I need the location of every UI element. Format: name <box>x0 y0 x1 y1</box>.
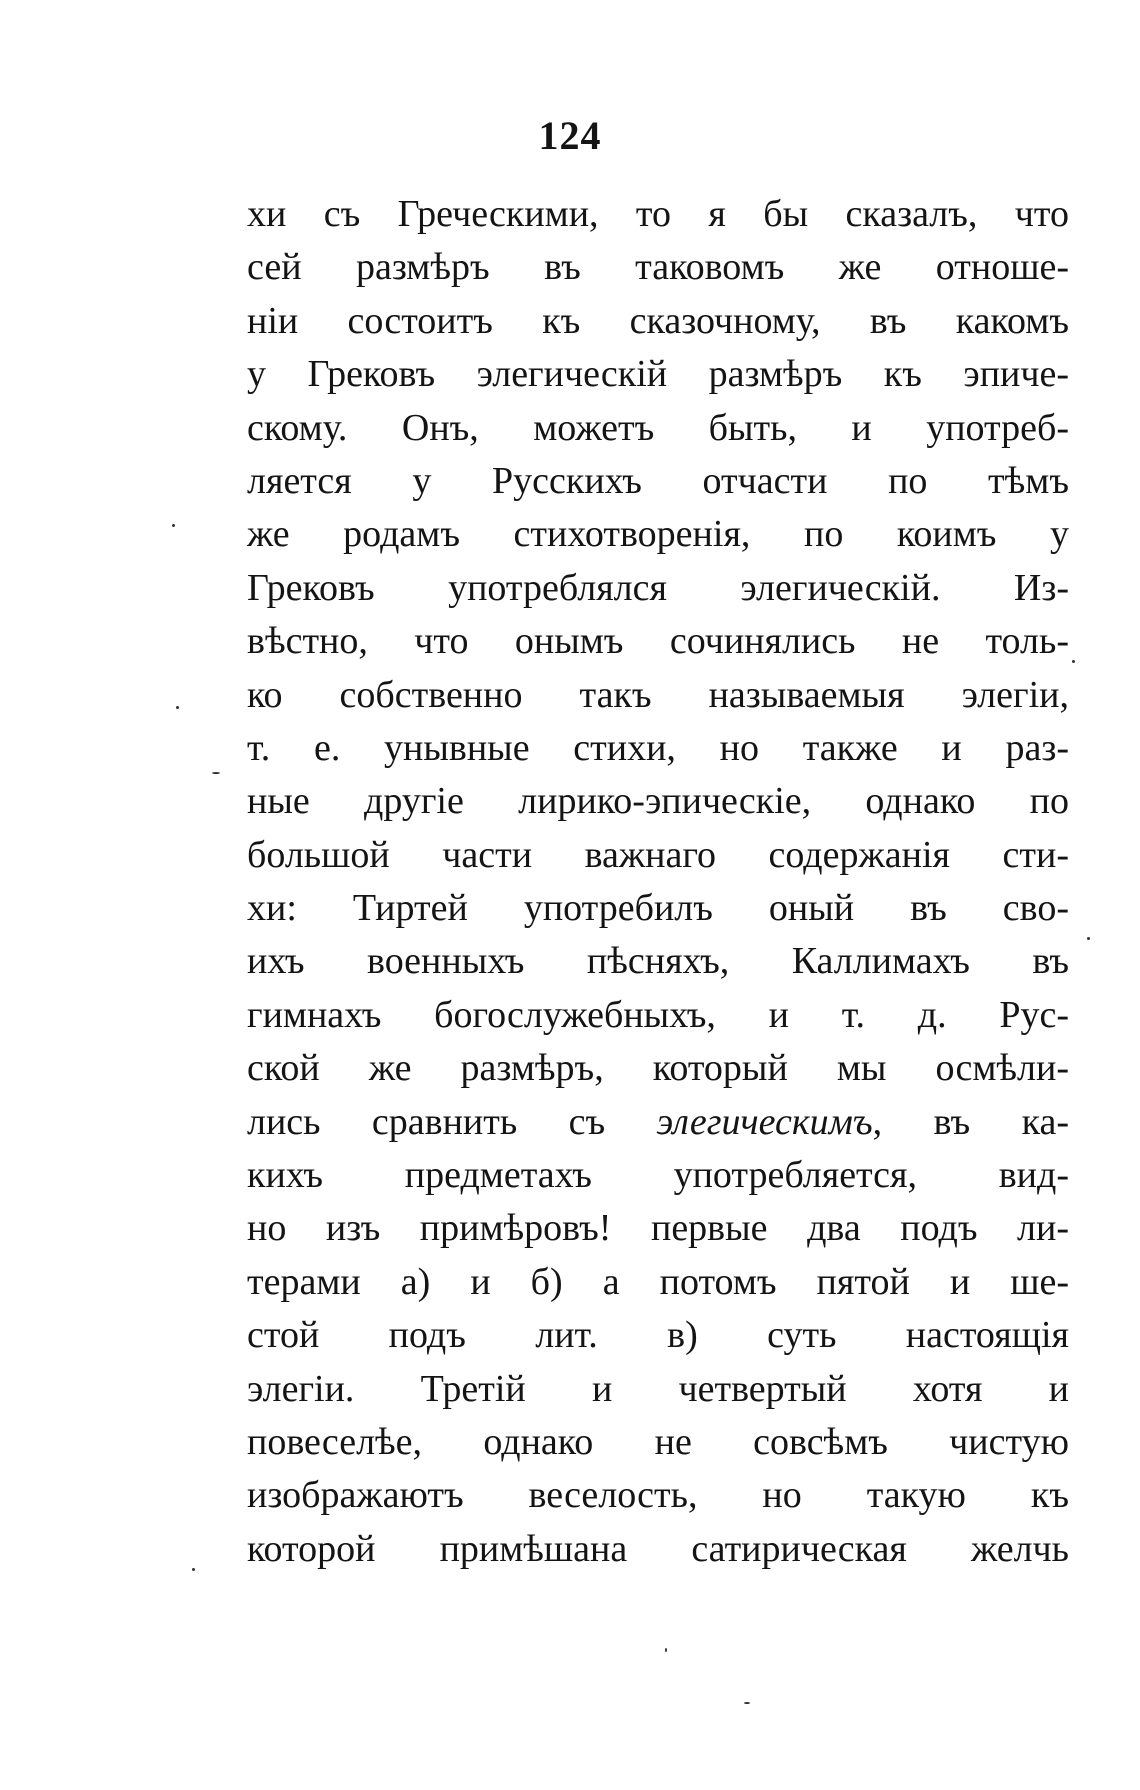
text-line: нiи состоитъ къ сказочному, въ какомъ <box>247 299 1069 342</box>
text-line: терами а) и б) а потомъ пятой и ше- <box>247 1260 1069 1303</box>
text-line: сей размѣръ въ таковомъ же отноше- <box>247 246 1069 289</box>
text-line: стой подъ лит. в) суть настоящiя <box>247 1314 1069 1357</box>
text-line: ской же размѣръ, который мы осмѣли- <box>247 1047 1069 1090</box>
text-line: хи: Тиртей употребилъ оный въ сво- <box>247 887 1069 930</box>
text-line: скому. Онъ, можетъ быть, и употреб- <box>247 406 1069 449</box>
scan-speck <box>212 772 220 774</box>
text-line: изображаютъ веселость, но такую къ <box>247 1474 1069 1517</box>
text-line: большой части важнаго содержанiя сти- <box>247 833 1069 876</box>
text-run: , въ ка- <box>872 1100 1069 1143</box>
body-text <box>247 188 1069 1576</box>
text-line: ляется у Русскихъ отчасти по тѣмъ <box>247 459 1069 502</box>
page-number: 124 <box>538 113 602 158</box>
text-line: хи съ Греческими, то я бы сказалъ, что <box>247 193 1069 235</box>
scan-speck <box>1072 660 1075 663</box>
text-line: Грековъ употреблялся элегическiй. Из- <box>247 566 1069 609</box>
text-line: т. е. унывные стихи, но также и раз- <box>247 726 1069 769</box>
text-line: ихъ военныхъ пѣсняхъ, Каллимахъ въ <box>247 940 1069 983</box>
text-run: лись сравнить съ <box>247 1100 657 1143</box>
text-line: ные другiе лирико-эпическiе, однако по <box>247 780 1069 823</box>
scan-speck <box>176 706 179 709</box>
italic-term: элегическимъ <box>656 1100 873 1143</box>
scan-speck <box>192 1568 195 1571</box>
scan-speck <box>744 1702 750 1704</box>
text-line: повеселѣе, однако не совсѣмъ чистую <box>247 1420 1069 1463</box>
text-line: которой примѣшана сатирическая желчь <box>247 1527 1069 1570</box>
text-line: но изъ примѣровъ! первые два подъ ли- <box>247 1207 1069 1250</box>
text-line: ко собственно такъ называемыя элегiи, <box>247 673 1069 716</box>
text-line: же родамъ стихотворенiя, по коимъ у <box>247 513 1069 556</box>
text-line: гимнахъ богослужебныхъ, и т. д. Рус- <box>247 993 1069 1036</box>
scan-speck <box>1087 937 1090 940</box>
text-line: вѣстно, что онымъ сочинялись не толь- <box>247 620 1069 663</box>
scan-speck <box>172 524 175 527</box>
scan-speck <box>665 1648 667 1652</box>
text-line: у Грековъ элегическiй размѣръ къ эпиче- <box>247 353 1069 396</box>
text-line: кихъ предметахъ употребляется, вид- <box>247 1154 1069 1197</box>
text-line-with-italic <box>247 1096 1069 1149</box>
text-line: элегiи. Третiй и четвертый хотя и <box>247 1367 1069 1410</box>
